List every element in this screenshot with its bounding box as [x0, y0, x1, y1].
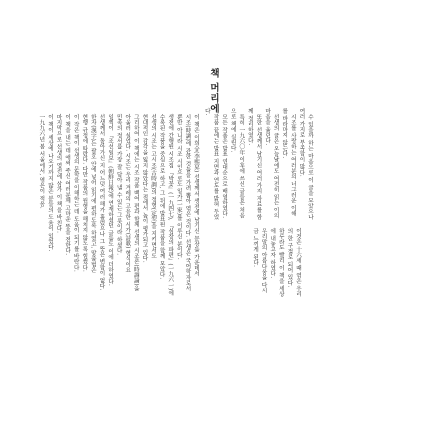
text-line: 이 책은 이희승(李熙昇) 선생께서 생전에 남기신 문장들 가운데서 [193, 113, 199, 277]
text-line: 수 있을까 하는 마음으로 이 글을 모았으나 여러 가지로 부족함이 많다. [298, 108, 313, 220]
text-line: 생전에 간행된 시조집 『박꽃』(一九四七), 『심장의 파편』(一九六一)에 [167, 113, 174, 296]
text-line: 이 작은 책이 선생의 문학을 이해하는 데 도움이 되기를 바란다. [72, 113, 79, 272]
text-line: 작품 끝에는 발표 지면과 연도를 밝혀 두었다. [203, 108, 219, 220]
preface-body-right [203, 108, 314, 220]
preface-body-right-lower [232, 228, 302, 298]
text-line: 모든 작품은 발표 연대순으로 배열하였다. [221, 113, 228, 218]
text-line: 一九九六년 봄 서울에서, 엮은이 적음. [38, 113, 45, 209]
text-line: 시조(時調)에 관한 것들을 가려 뽑아 엮은 것이다. 선생은 국어학자로서 [184, 113, 191, 291]
text-line: 하루라도 빨리 이 책을 세상에 내놓고자 하였다. [269, 228, 284, 297]
text-line: 민족의 정서를 가장 잘 담아 낼 수 있는 그릇이라 하셨다. [115, 113, 122, 255]
text-line: 이 책을 내는 데 애써 주신 여러분께 고마운 뜻을 전한다. [64, 113, 71, 255]
text-line: 그리하여 이 책에는 시조 작품 백여 편과 함께 선생의 시조론(時調論)을 [132, 113, 139, 291]
text-line: 일찍이 『조선일보』(朝鮮日報)에 연재하셨던 글들도 이에 더하였다. [107, 113, 114, 286]
text-line: 이것은 十六세 때 엮은 우리의 한 구절로 되어 있다. [286, 228, 301, 297]
text-line: 우리말의 아름다움을 다시금 느끼게 된다. [252, 228, 267, 294]
preface-body-left [38, 108, 200, 298]
text-line: 선생께서 돌아가신 지 어느덧 여러 해가 흘렀으나 그 뜻은 변함이 없다. [98, 113, 105, 290]
text-line: 선생의 시조는 고시조(古時調)의 정형(定型)을 지키면서도 [150, 113, 157, 259]
text-line: 뿐만 아니라 시조 시인으로도 일가(一家)를 이루신 분이다. [175, 113, 182, 260]
text-line: 수록된 작품을 중심으로 하고, 그 뒤에 발표된 작품을 함께 모았다. [158, 113, 165, 279]
text-line: 선생의 글은 오늘날에도 여전히 읽는 이의 마음을 울린다. [264, 108, 279, 218]
text-line: 현행 규정에 따랐다. 다만 작품의 원형을 해치지 않도록 힘썼다. [81, 113, 88, 272]
text-line: 특히 一九六〇年 이후에 쓰신 글들은 처음으로 책에 실린다. [229, 108, 245, 218]
text-line: 마지막으로 선생의 영전에 삼가 이 책을 바친다. [55, 113, 62, 233]
text-line: 이 책이 세상에 나오기까지 많은 분들의 도움이 있었다. [46, 113, 53, 252]
page-heading: 책 머리에 [208, 68, 219, 115]
text-line: 현대적인 감각을 잃지 않았다는 점에서 높이 평가되고 있다. [141, 113, 148, 263]
text-line: 한자(漢字)는 괄호 안에 넣어 읽기에 편하도록 하였고, 맞춤법은 [89, 113, 96, 273]
text-line: 또한 선생께서 남기신 여러 가지 자료를 함께 정리하였다. [246, 108, 262, 220]
text-line: 아울러 실었다. 시조는 우리 겨레의 고유한 시가(詩歌) 형식이요 [124, 113, 131, 273]
text-line: 시조를 사랑하는 여러분의 너그러운 이해를 바라마지 않는다. [281, 108, 296, 216]
